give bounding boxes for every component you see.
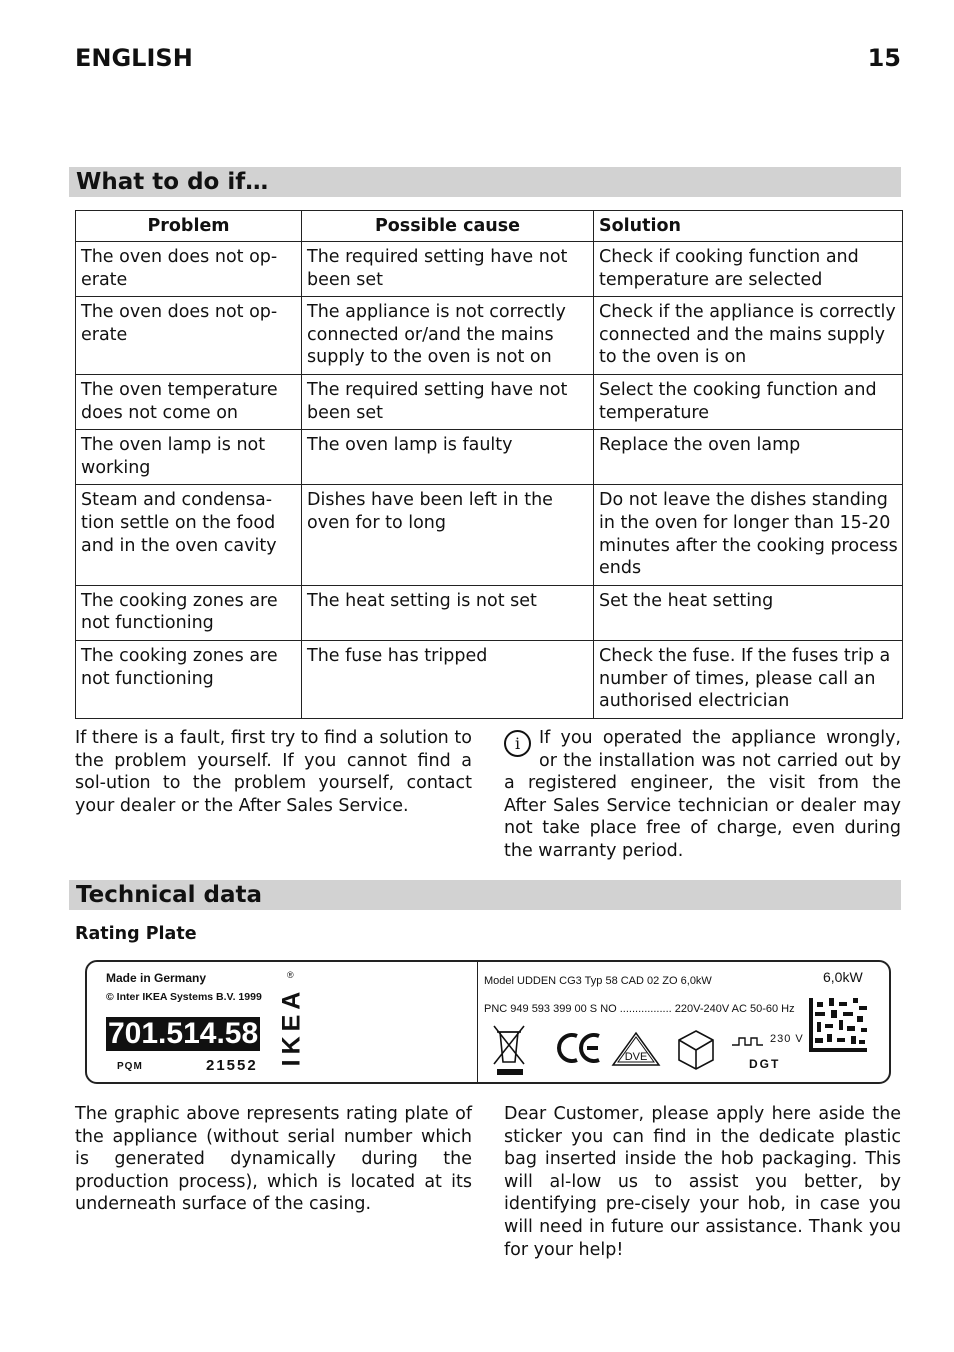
cause-cell: The heat setting is not set xyxy=(302,585,594,640)
column-header-cause: Possible cause xyxy=(302,211,594,242)
solution-cell: Replace the oven lamp xyxy=(594,430,903,485)
table-row xyxy=(76,485,903,585)
cause-cell: The fuse has tripped xyxy=(302,640,594,718)
table-header-row xyxy=(76,211,903,242)
model-line: Model UDDEN CG3 Typ 58 CAD 02 ZO 6,0kW xyxy=(484,975,712,987)
info-paragraph: If you operated the appliance wrongly, or the installation was not carried out by a registered engineer, the visit from the After Sales Service technician or dealer may not take place free of charge, even during the warranty period. xyxy=(504,728,901,861)
rating-plate-description: The graphic above represents rating plate of the appliance (without serial number which is generated dynamically during the production process), which is located at its underneath surface of the casing. xyxy=(75,1104,472,1215)
what-to-do-heading: What to do if… xyxy=(69,167,901,197)
problem-cell: The oven temperature does not come on xyxy=(76,374,302,429)
vde-mark-icon xyxy=(610,1030,662,1068)
problem-cell: Steam and condensa-tion settle on the food and in the oven cavity xyxy=(76,485,302,585)
svg-text:DVE: DVE xyxy=(624,1051,648,1063)
problem-cell: The oven lamp is not working xyxy=(76,430,302,485)
cause-cell: The oven lamp is faulty xyxy=(302,430,594,485)
customer-note: Dear Customer, please apply here aside the sticker you can find in the dedicate plastic bag inserted inside the hob packaging. This will al-low us to assist you better, by identifying pre-cisely your hob, in case you will need in future our assistance. Thank you for your help! xyxy=(504,1104,901,1260)
table-row xyxy=(76,585,903,640)
ikea-logo: ® IKEA xyxy=(277,970,306,1067)
cause-cell: The required setting have not been set xyxy=(302,374,594,429)
voltage-wave-icon xyxy=(731,1035,771,1049)
article-number: 701.514.58 xyxy=(108,1017,259,1050)
solution-cell: Check if the appliance is correctly connected and the mains supply to the oven is on xyxy=(594,297,903,375)
power-rating: 6,0kW xyxy=(823,969,863,985)
plate-divider xyxy=(477,962,478,1082)
problem-cell: The oven does not op-erate xyxy=(76,242,302,297)
problem-cell: The oven does not op-erate xyxy=(76,297,302,375)
made-in-label: Made in Germany xyxy=(106,971,207,985)
problem-cell: The cooking zones are not functioning xyxy=(76,640,302,718)
table-row xyxy=(76,374,903,429)
rating-plate xyxy=(85,960,891,1084)
weee-bin-icon xyxy=(491,1024,527,1076)
technical-data-heading: Technical data xyxy=(69,880,901,910)
page-number: 15 xyxy=(867,44,901,72)
copyright-label: © Inter IKEA Systems B.V. 1999 xyxy=(106,991,262,1003)
hexagon-mark-icon xyxy=(676,1029,716,1071)
info-icon: i xyxy=(504,730,531,757)
solution-cell: Check the fuse. If the fuses trip a number of times, please call an authorised electrician xyxy=(594,640,903,718)
voltage-label: 230 V xyxy=(770,1033,804,1045)
cause-cell: The appliance is not correctly connected or/and the mains supply to the oven is not on xyxy=(302,297,594,375)
solution-cell: Set the heat setting xyxy=(594,585,903,640)
solution-cell: Select the cooking function and temperature xyxy=(594,374,903,429)
solution-cell: Do not leave the dishes standing in the oven for longer than 15-20 minutes after the cooking process ends xyxy=(594,485,903,585)
column-header-problem: Problem xyxy=(76,211,302,242)
rating-plate-heading: Rating Plate xyxy=(75,924,197,944)
solution-cell: Check if cooking function and temperature are selected xyxy=(594,242,903,297)
dgt-label: DGT xyxy=(749,1057,781,1071)
info-note xyxy=(504,727,901,863)
problem-cell: The cooking zones are not functioning xyxy=(76,585,302,640)
cause-cell: Dishes have been left in the oven for to long xyxy=(302,485,594,585)
table-row xyxy=(76,297,903,375)
cause-cell: The required setting have not been set xyxy=(302,242,594,297)
datamatrix-code xyxy=(809,998,867,1052)
ce-mark-icon xyxy=(557,1032,603,1064)
pqm-code: 21552 xyxy=(206,1057,258,1074)
pqm-label: PQM xyxy=(117,1061,143,1072)
table-row xyxy=(76,430,903,485)
troubleshooting-table xyxy=(75,210,903,719)
fault-paragraph: If there is a fault, first try to find a solution to the problem yourself. If you cannot find a sol-ution to the problem yourself, contact your dealer or the After Sales Service. xyxy=(75,728,472,816)
table-row xyxy=(76,242,903,297)
table-row xyxy=(76,640,903,718)
column-header-solution: Solution xyxy=(594,211,903,242)
language-heading: ENGLISH xyxy=(75,44,193,72)
pnc-line: PNC 949 593 399 00 S NO ................. 220V-240V AC 50-60 Hz xyxy=(484,1003,795,1015)
